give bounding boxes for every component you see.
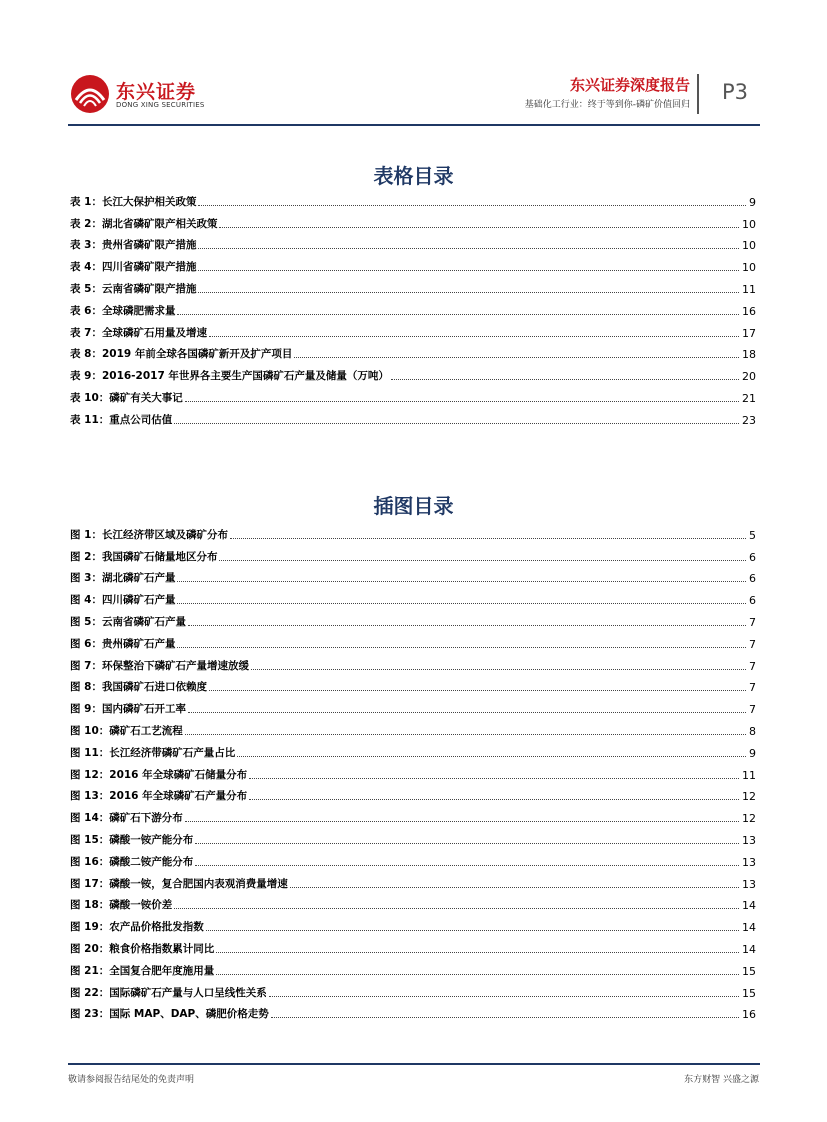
report-title: 东兴证券深度报告 xyxy=(569,76,690,94)
toc-dot-leader xyxy=(198,205,746,206)
footer-rule xyxy=(68,1063,760,1065)
toc-entry-label: 表 5：云南省磷矿限产措施 xyxy=(70,282,197,295)
toc-dot-leader xyxy=(188,625,746,626)
toc-entry-page: 6 xyxy=(749,594,756,608)
toc-entry-page: 6 xyxy=(749,550,756,564)
tables-toc-list xyxy=(70,187,756,427)
toc-entry-label: 表 11：重点公司估值 xyxy=(70,413,173,426)
toc-entry[interactable] xyxy=(70,803,756,825)
toc-dot-leader xyxy=(177,647,746,648)
toc-dot-leader xyxy=(269,996,739,997)
toc-entry-label: 表 7：全球磷矿石用量及增速 xyxy=(70,326,207,339)
toc-entry[interactable] xyxy=(70,520,756,542)
toc-dot-leader xyxy=(185,734,746,735)
toc-entry[interactable] xyxy=(70,231,756,253)
toc-entry-page: 17 xyxy=(742,326,756,340)
toc-entry-page: 13 xyxy=(742,877,756,891)
toc-entry-label: 图 6：贵州磷矿石产量 xyxy=(70,637,176,650)
toc-entry[interactable] xyxy=(70,542,756,564)
toc-entry-label: 表 4：四川省磷矿限产措施 xyxy=(70,261,197,274)
toc-entry-label: 图 2：我国磷矿石储量地区分布 xyxy=(70,550,218,563)
toc-entry-label: 表 1：长江大保护相关政策 xyxy=(70,195,197,208)
toc-entry-label: 图 10：磷矿石工艺流程 xyxy=(70,724,183,737)
toc-entry-page: 7 xyxy=(749,703,756,717)
toc-entry-page: 15 xyxy=(742,986,756,1000)
logo-text-cn: 东兴证券 xyxy=(116,81,197,103)
toc-entry-label: 图 14：磷矿石下游分布 xyxy=(70,812,183,825)
toc-entry[interactable] xyxy=(70,934,756,956)
footer-slogan: 东方财智 兴盛之源 xyxy=(684,1075,759,1085)
toc-entry[interactable] xyxy=(70,1000,756,1022)
toc-entry-label: 图 17：磷酸一铵，复合肥国内表观消费量增速 xyxy=(70,877,288,890)
toc-entry[interactable] xyxy=(70,564,756,586)
toc-dot-leader xyxy=(174,908,739,909)
toc-entry[interactable] xyxy=(70,296,756,318)
toc-entry-label: 图 21：全国复合肥年度施用量 xyxy=(70,964,215,977)
toc-entry-page: 16 xyxy=(742,304,756,318)
toc-entry-label: 图 15：磷酸一铵产能分布 xyxy=(70,833,194,846)
company-logo xyxy=(70,74,210,114)
toc-entry-page: 14 xyxy=(742,921,756,935)
figures-toc-list xyxy=(70,520,756,1021)
toc-dot-leader xyxy=(177,603,746,604)
toc-entry-page: 11 xyxy=(742,768,756,782)
toc-dot-leader xyxy=(237,756,746,757)
toc-dot-leader xyxy=(219,560,746,561)
toc-entry-page: 21 xyxy=(742,391,756,405)
toc-entry[interactable] xyxy=(70,825,756,847)
toc-entry-label: 图 9：国内磷矿石开工率 xyxy=(70,703,186,716)
toc-entry-page: 8 xyxy=(749,724,756,738)
toc-entry[interactable] xyxy=(70,361,756,383)
toc-dot-leader xyxy=(195,843,739,844)
toc-dot-leader xyxy=(177,581,746,582)
toc-entry-page: 15 xyxy=(742,964,756,978)
toc-dot-leader xyxy=(185,821,739,822)
toc-entry-label: 图 23：国际 MAP、DAP、磷肥价格走势 xyxy=(70,1008,269,1021)
toc-entry[interactable] xyxy=(70,738,756,760)
toc-dot-leader xyxy=(294,357,739,358)
toc-entry[interactable] xyxy=(70,274,756,296)
toc-entry-label: 图 20：粮食价格指数累计同比 xyxy=(70,942,215,955)
toc-entry-page: 14 xyxy=(742,942,756,956)
toc-entry-label: 图 13：2016 年全球磷矿石产量分布 xyxy=(70,790,248,803)
toc-dot-leader xyxy=(216,952,739,953)
toc-dot-leader xyxy=(251,669,746,670)
toc-entry-label: 图 4：四川磷矿石产量 xyxy=(70,594,176,607)
toc-entry-page: 10 xyxy=(742,261,756,275)
toc-entry-label: 图 3：湖北磷矿石产量 xyxy=(70,572,176,585)
toc-entry-label: 图 5：云南省磷矿石产量 xyxy=(70,615,186,628)
toc-entry-page: 6 xyxy=(749,572,756,586)
page-number: P3 xyxy=(722,80,749,104)
toc-entry[interactable] xyxy=(70,585,756,607)
toc-entry-label: 图 7：环保整治下磷矿石产量增速放缓 xyxy=(70,659,249,672)
toc-entry[interactable] xyxy=(70,340,756,362)
toc-dot-leader xyxy=(177,314,739,315)
toc-entry[interactable] xyxy=(70,252,756,274)
toc-entry[interactable] xyxy=(70,956,756,978)
header-divider xyxy=(697,74,699,114)
toc-entry-page: 13 xyxy=(742,833,756,847)
header-rule xyxy=(68,124,760,126)
toc-entry-label: 图 18：磷酸一铵价差 xyxy=(70,899,173,912)
toc-entry[interactable] xyxy=(70,405,756,427)
toc-entry-label: 表 9：2016-2017 年世界各主要生产国磷矿石产量及储量（万吨） xyxy=(70,370,389,383)
toc-entry[interactable] xyxy=(70,629,756,651)
toc-dot-leader xyxy=(249,799,739,800)
toc-entry[interactable] xyxy=(70,383,756,405)
toc-entry-page: 10 xyxy=(742,217,756,231)
toc-entry[interactable] xyxy=(70,912,756,934)
toc-entry-page: 11 xyxy=(742,282,756,296)
toc-entry-page: 7 xyxy=(749,615,756,629)
toc-entry-label: 表 6：全球磷肥需求量 xyxy=(70,304,176,317)
toc-entry[interactable] xyxy=(70,694,756,716)
figures-toc-title: 插图目录 xyxy=(373,494,454,518)
toc-entry-label: 表 10：磷矿有关大事记 xyxy=(70,391,183,404)
toc-dot-leader xyxy=(195,865,739,866)
toc-dot-leader xyxy=(209,336,739,337)
toc-dot-leader xyxy=(198,248,739,249)
toc-entry-page: 5 xyxy=(749,528,756,542)
logo-text-en: DONG XING SECURITIES xyxy=(116,101,205,109)
toc-entry-label: 图 8：我国磷矿石进口依赖度 xyxy=(70,681,207,694)
toc-entry-page: 12 xyxy=(742,812,756,826)
toc-dot-leader xyxy=(219,227,739,228)
toc-entry[interactable] xyxy=(70,978,756,1000)
toc-entry-label: 图 19：农产品价格批发指数 xyxy=(70,921,204,934)
toc-entry-page: 7 xyxy=(749,681,756,695)
toc-entry-label: 图 16：磷酸二铵产能分布 xyxy=(70,855,194,868)
toc-dot-leader xyxy=(188,712,746,713)
toc-entry-page: 9 xyxy=(749,195,756,209)
toc-dot-leader xyxy=(290,887,739,888)
toc-entry-page: 7 xyxy=(749,659,756,673)
toc-entry-label: 表 8：2019 年前全球各国磷矿新开及扩产项目 xyxy=(70,348,293,361)
toc-dot-leader xyxy=(174,423,739,424)
toc-dot-leader xyxy=(249,778,739,779)
toc-entry-label: 表 2：湖北省磷矿限产相关政策 xyxy=(70,217,218,230)
toc-entry-page: 20 xyxy=(742,370,756,384)
toc-entry-page: 14 xyxy=(742,899,756,913)
report-subtitle: 基础化工行业：终于等到你-磷矿价值回归 xyxy=(524,100,690,110)
toc-dot-leader xyxy=(216,974,739,975)
toc-entry[interactable] xyxy=(70,869,756,891)
toc-entry[interactable] xyxy=(70,716,756,738)
toc-entry-page: 13 xyxy=(742,855,756,869)
toc-entry[interactable] xyxy=(70,673,756,695)
toc-entry[interactable] xyxy=(70,607,756,629)
toc-entry-label: 图 22：国际磷矿石产量与人口呈线性关系 xyxy=(70,986,267,999)
tables-toc-title: 表格目录 xyxy=(373,164,454,188)
toc-dot-leader xyxy=(198,292,739,293)
toc-entry-page: 9 xyxy=(749,746,756,760)
toc-entry[interactable] xyxy=(70,891,756,913)
toc-entry-label: 图 1：长江经济带区域及磷矿分布 xyxy=(70,528,228,541)
toc-entry[interactable] xyxy=(70,318,756,340)
toc-entry-label: 表 3：贵州省磷矿限产措施 xyxy=(70,239,197,252)
toc-entry-page: 23 xyxy=(742,413,756,427)
toc-entry-label: 图 12：2016 年全球磷矿石储量分布 xyxy=(70,768,248,781)
toc-entry-page: 7 xyxy=(749,637,756,651)
toc-dot-leader xyxy=(230,538,746,539)
toc-entry-label: 图 11：长江经济带磷矿石产量占比 xyxy=(70,746,236,759)
toc-dot-leader xyxy=(271,1017,739,1018)
logo-mark-icon xyxy=(70,74,110,114)
toc-entry[interactable] xyxy=(70,209,756,231)
toc-entry-page: 18 xyxy=(742,348,756,362)
toc-entry[interactable] xyxy=(70,760,756,782)
footer-disclaimer: 敬请参阅报告结尾处的免责声明 xyxy=(68,1075,195,1085)
toc-entry[interactable] xyxy=(70,651,756,673)
toc-entry-page: 12 xyxy=(742,790,756,804)
toc-dot-leader xyxy=(391,379,739,380)
toc-dot-leader xyxy=(206,930,739,931)
toc-entry-page: 10 xyxy=(742,239,756,253)
toc-entry[interactable] xyxy=(70,782,756,804)
toc-entry-page: 16 xyxy=(742,1008,756,1022)
toc-entry[interactable] xyxy=(70,847,756,869)
toc-dot-leader xyxy=(185,401,739,402)
toc-entry[interactable] xyxy=(70,187,756,209)
toc-dot-leader xyxy=(209,690,746,691)
toc-dot-leader xyxy=(198,270,739,271)
